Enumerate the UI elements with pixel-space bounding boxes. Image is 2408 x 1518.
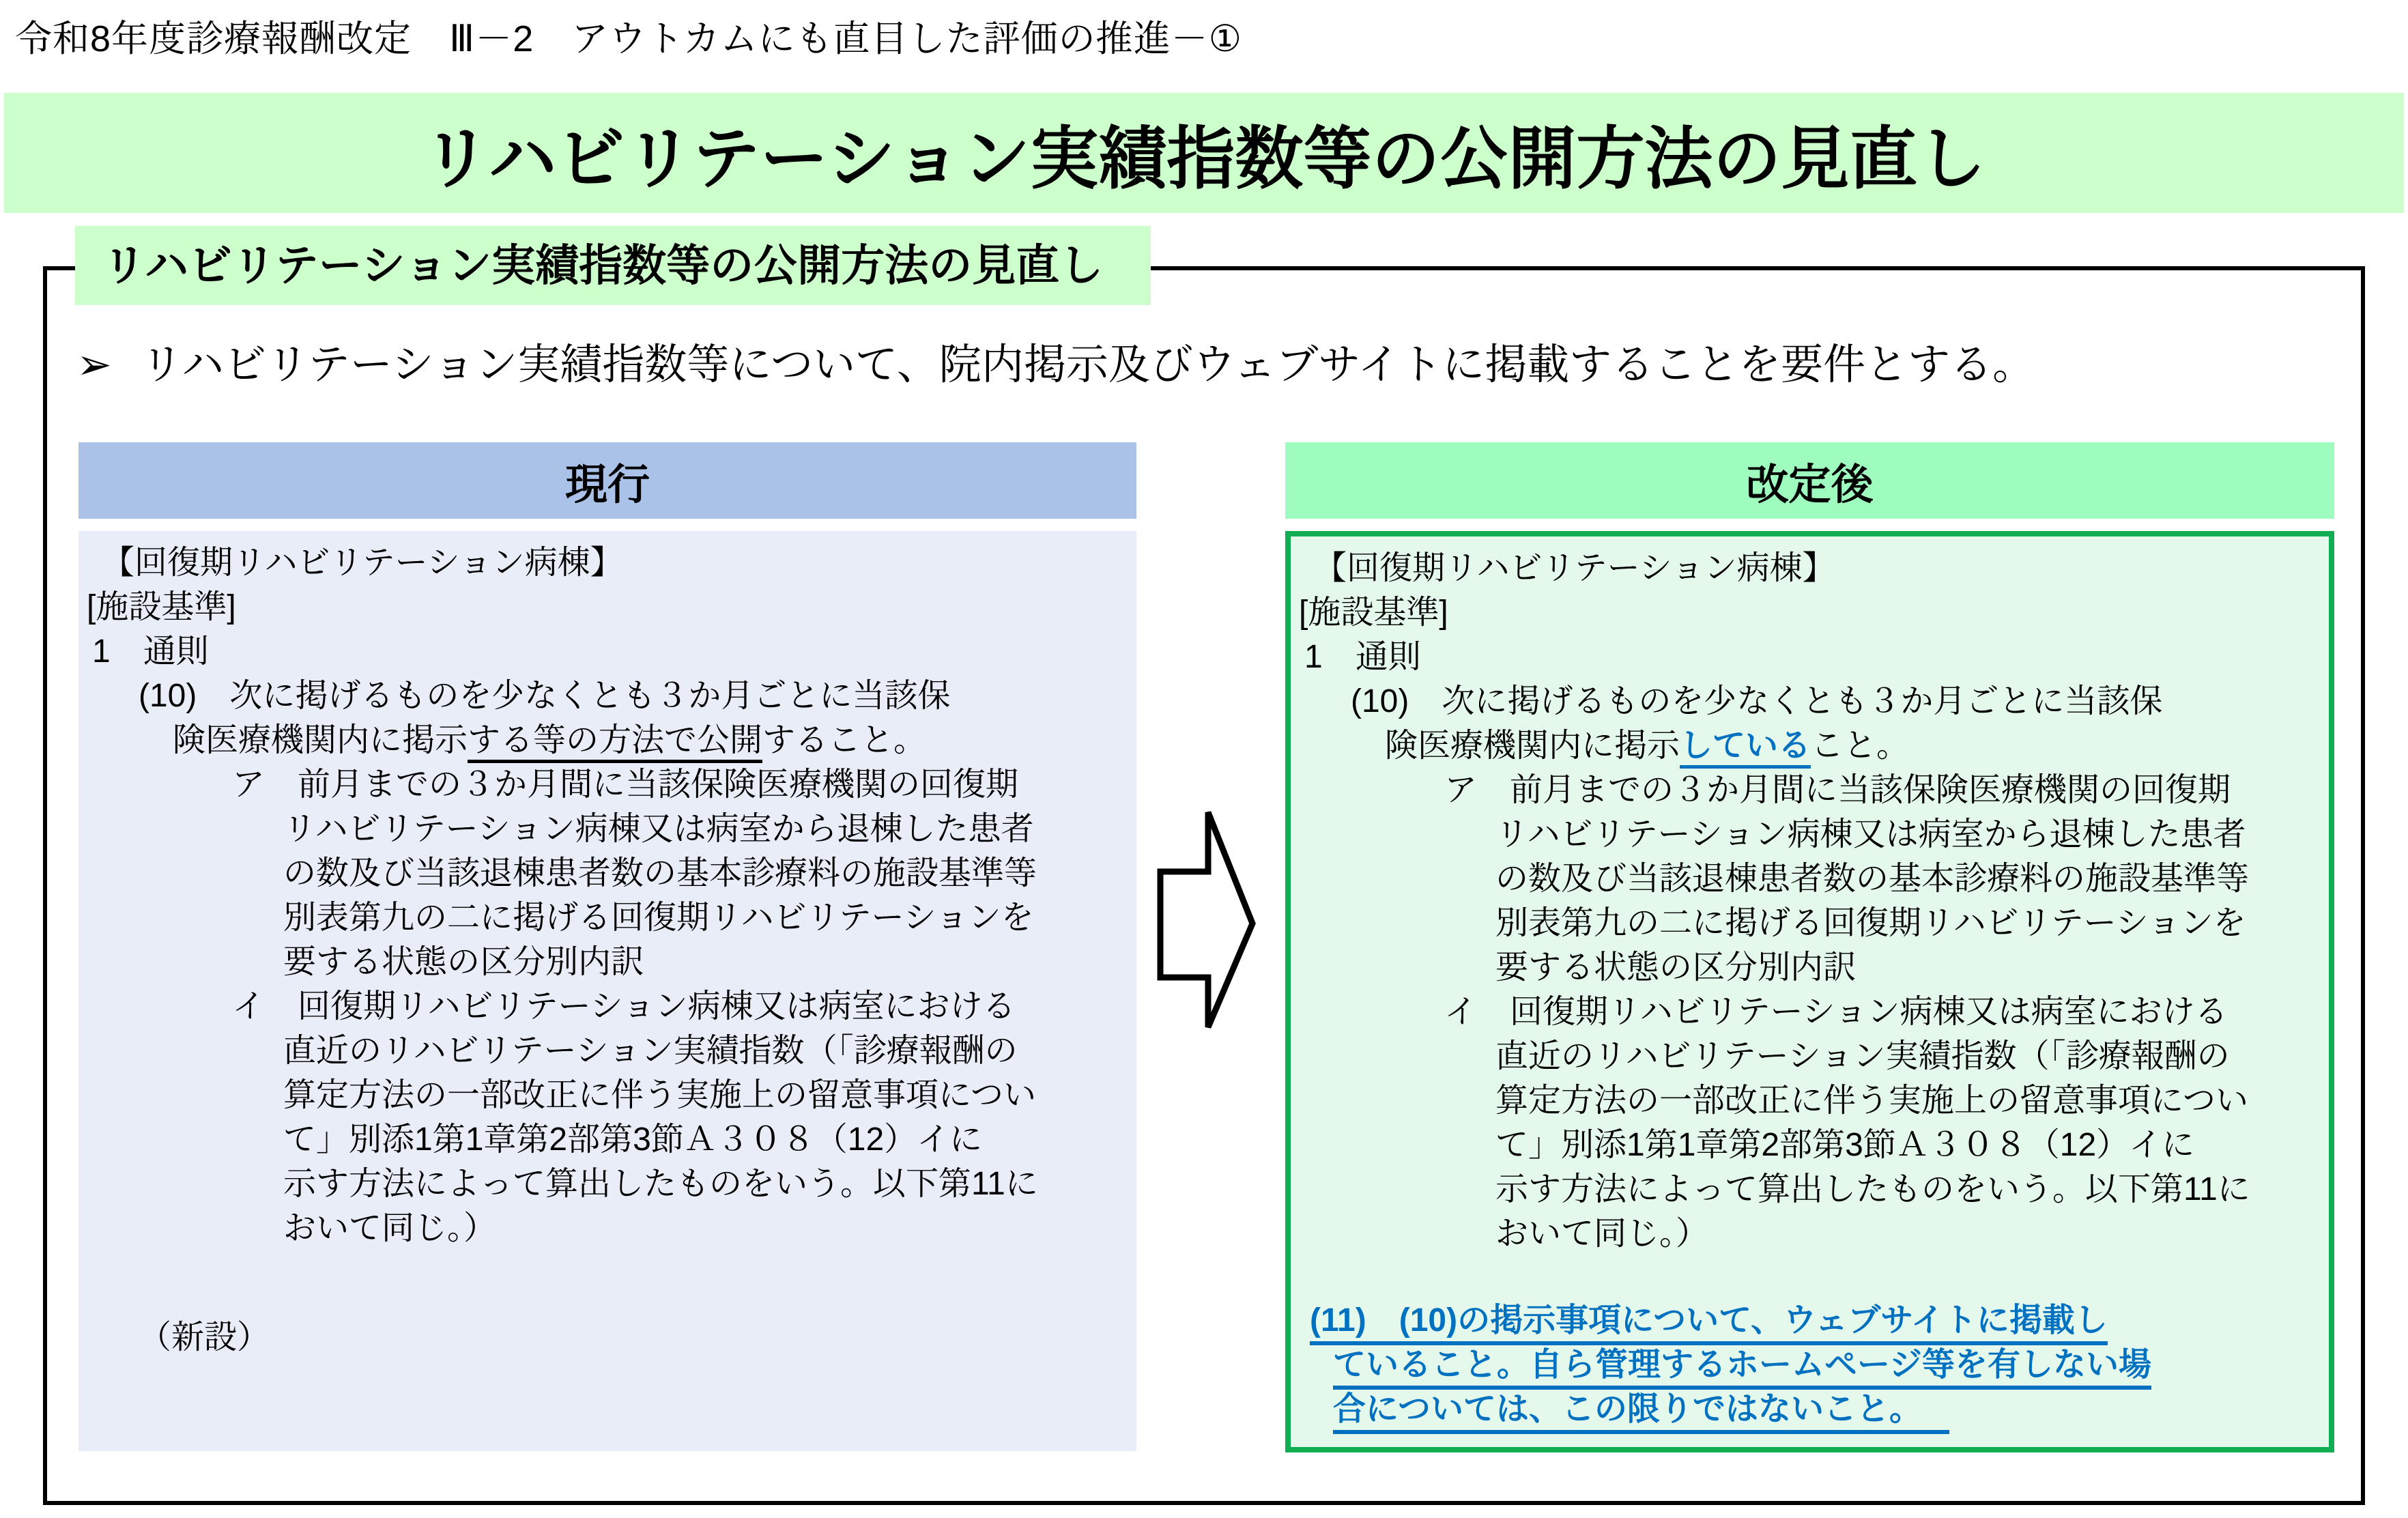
text-line: 直近のリハビリテーション実績指数（「診療報酬の <box>283 1033 1018 1069</box>
bullet-item <box>76 330 2035 391</box>
current-column-header <box>78 442 1136 519</box>
new-clause-line <box>1291 1298 2329 1343</box>
new-provision-placeholder: （新設） <box>139 1319 270 1356</box>
text-line: 1 通則 <box>1304 639 1421 675</box>
text-line: 1 通則 <box>92 633 209 670</box>
revised-column-header <box>1285 442 2334 519</box>
section-label: リハビリテーション実績指数等の公開方法の見直し <box>75 226 1151 305</box>
text-line: [施設基準] <box>1299 595 1448 631</box>
new-clause-line <box>1291 1387 2329 1431</box>
text-line: おいて同じ。） <box>283 1210 497 1246</box>
change-arrow-icon <box>1155 809 1257 1034</box>
text-line: 別表第九の二に掲げる回復期リハビリテーションを <box>283 900 1034 936</box>
text-segment: すること。 <box>762 722 927 758</box>
text-line: 要する状態の区分別内訳 <box>1495 949 1857 986</box>
underlined-text: する等の方法で公開 <box>468 722 762 763</box>
text-line: 【回復期リハビリテーション病棟】 <box>1314 550 1835 586</box>
text-segment: 険医療機関内に掲示 <box>1385 728 1680 764</box>
text-line <box>1291 724 2329 768</box>
text-line: おいて同じ。） <box>1495 1216 1709 1252</box>
revised-column-body <box>1285 531 2334 1452</box>
current-header-label: 現行 <box>564 461 650 509</box>
text-line: 【回復期リハビリテーション病棟】 <box>102 545 623 581</box>
underlined-text: 合については、この限りではないこと。 <box>1333 1391 1949 1434</box>
document-kicker: 令和8年度診療報酬改定 Ⅲ－2 アウトカムにも直目した評価の推進－① <box>15 18 1243 59</box>
underlined-text: ていること。自ら管理するホームページ等を有しない場 <box>1333 1347 2151 1390</box>
new-clause-line <box>1291 1343 2329 1387</box>
text-line: 直近のリハビリテーション実績指数（「診療報酬の <box>1495 1038 2230 1074</box>
text-line: リハビリテーション病棟又は病室から退棟した患者 <box>1495 816 2246 853</box>
text-line: ア 前月までの３か月間に当該保険医療機関の回復期 <box>232 767 1019 803</box>
text-line: の数及び当該退棟患者数の基本診療料の施設基準等 <box>283 855 1037 891</box>
text-line: イ 回復期リハビリテーション病棟又は病室における <box>232 988 1016 1025</box>
text-line: [施設基準] <box>87 589 236 625</box>
text-line: リハビリテーション病棟又は病室から退棟した患者 <box>283 811 1034 847</box>
text-line: (10) 次に掲げるものを少なくとも３か月ごとに当該保 <box>1351 683 2163 719</box>
page-title: リハビリテーション実績指数等の公開方法の見直し <box>422 121 1986 197</box>
text-line: 算定方法の一部改正に伴う実施上の留意事項につい <box>283 1077 1037 1113</box>
arrow-bullet-icon: ➢ <box>76 341 112 388</box>
current-column-body <box>78 531 1136 1451</box>
text-line: イ 回復期リハビリテーション病棟又は病室における <box>1444 994 2228 1030</box>
text-line: ア 前月までの３か月間に当該保険医療機関の回復期 <box>1444 772 2231 808</box>
bullet-text: リハビリテーション実績指数等について、院内掲示及びウェブサイトに掲載することを要件とする。 <box>140 341 2035 388</box>
text-line: 示す方法によって算出したものをいう。以下第11に <box>283 1166 1038 1202</box>
text-line: 示す方法によって算出したものをいう。以下第11に <box>1495 1171 2250 1207</box>
underlined-text: (11) (10)の掲示事項について、ウェブサイトに掲載し <box>1310 1302 2108 1345</box>
text-line: 別表第九の二に掲げる回復期リハビリテーションを <box>1495 905 2246 941</box>
text-line: て」別添1第1章第2部第3節Ａ３０８（12）イに <box>283 1121 983 1158</box>
text-line: て」別添1第1章第2部第3節Ａ３０８（12）イに <box>1495 1127 2195 1163</box>
text-line: の数及び当該退棟患者数の基本診療料の施設基準等 <box>1495 861 2250 897</box>
text-line <box>78 718 1136 762</box>
text-line: 要する状態の区分別内訳 <box>283 944 644 980</box>
inserted-text: している <box>1680 728 1811 769</box>
text-line: 算定方法の一部改正に伴う実施上の留意事項につい <box>1495 1083 2249 1119</box>
revised-header-label: 改定後 <box>1746 461 1874 509</box>
text-segment: 険医療機関内に掲示 <box>173 722 468 758</box>
text-line: (10) 次に掲げるものを少なくとも３か月ごとに当該保 <box>139 678 951 714</box>
page-title-banner <box>4 93 2404 213</box>
text-segment: こと。 <box>1811 728 1910 764</box>
